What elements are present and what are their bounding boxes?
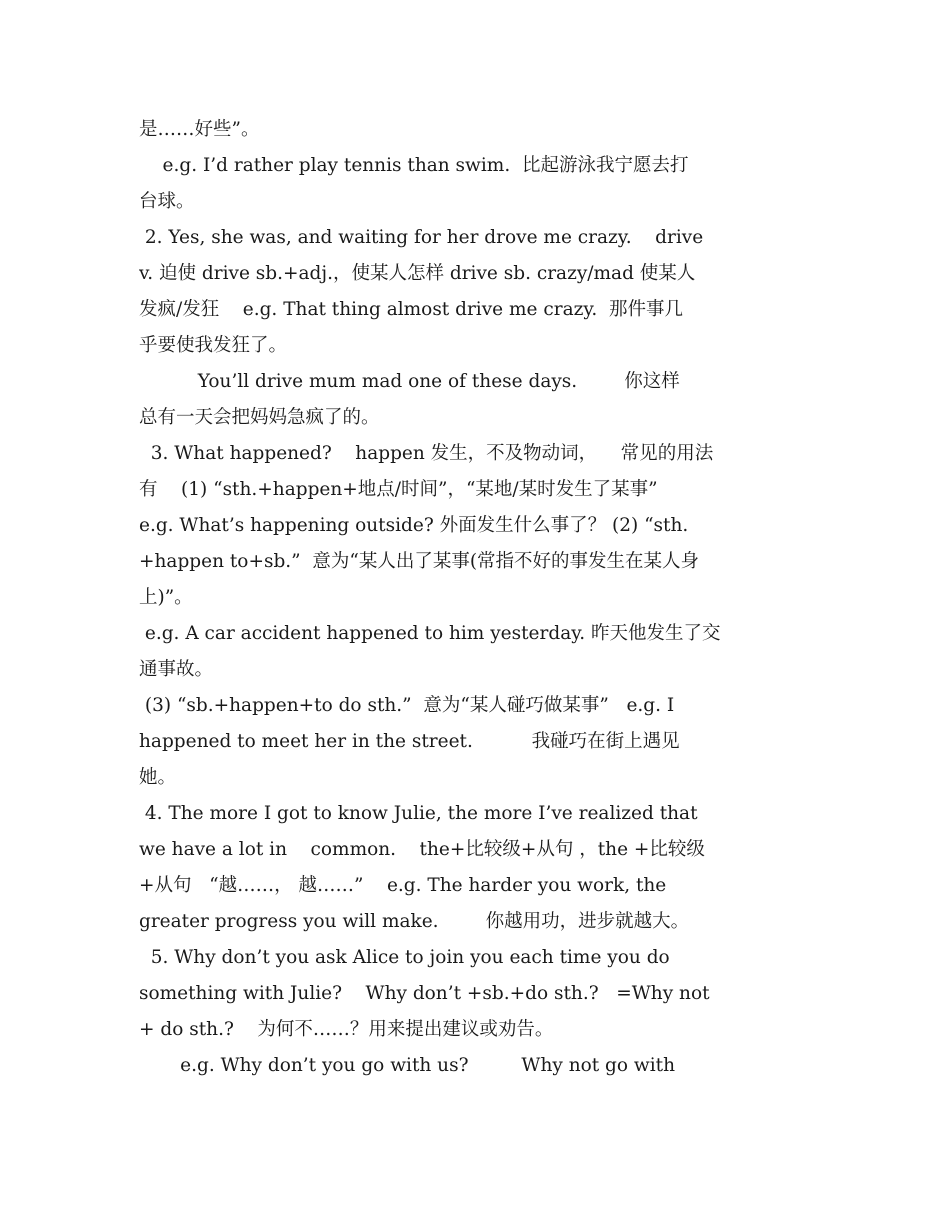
text-line: 总有一天会把妈妈急疯了的。 <box>139 407 380 428</box>
text-line: e.g. A car accident happened to him yesterday. 昨天他发生了交 <box>139 623 721 644</box>
text-line: happened to meet her in the street. 我碰巧在街上遇见 <box>139 731 680 752</box>
text-line: 上)”。 <box>139 587 193 608</box>
text-line: 3. What happened? happen 发生，不及物动词， 常见的用法 <box>139 443 714 464</box>
text-line: e.g. Why don’t you go with us? Why not go with <box>139 1055 676 1076</box>
text-line: You’ll drive mum mad one of these days. 你这样 <box>139 371 680 392</box>
text-line: 通事故。 <box>139 659 214 680</box>
text-line: 发疯/发狂 e.g. That thing almost drive me crazy. 那件事几 <box>139 299 683 320</box>
text-line: e.g. What’s happening outside? 外面发生什么事了？ (2) “sth. <box>139 515 689 536</box>
text-line: + do sth.? 为何不……？用来提出建议或劝告。 <box>139 1019 554 1040</box>
text-line: +happen to+sb.” 意为“某人出了某事(常指不好的事发生在某人身 <box>139 551 700 572</box>
text-line: 4. The more I got to know Julie, the more I’ve realized that <box>139 803 698 824</box>
text-line: +从句 “越……， 越……” e.g. The harder you work, the <box>139 875 667 896</box>
text-line: 有 (1) “sth.+happen+地点/时间”，“某地/某时发生了某事” <box>139 479 658 500</box>
text-line: (3) “sb.+happen+to do sth.” 意为“某人碰巧做某事” e.g. I <box>139 695 675 716</box>
text-line: greater progress you will make. 你越用功，进步就越大。 <box>139 911 690 932</box>
text-line: 台球。 <box>139 191 195 212</box>
text-line: 她。 <box>139 767 177 788</box>
text-line: something with Julie? Why don’t +sb.+do sth.? =Why not <box>139 983 710 1004</box>
text-line: e.g. I’d rather play tennis than swim. 比起游泳我宁愿去打 <box>139 155 689 176</box>
text-line: 乎要使我发狂了。 <box>139 335 288 356</box>
text-line: we have a lot in common. the+比较级+从句 ，the +比较级 <box>139 839 705 860</box>
document-page <box>139 112 812 1084</box>
text-line: 5. Why don’t you ask Alice to join you each time you do <box>139 947 670 968</box>
text-line: 是……好些”。 <box>139 119 260 140</box>
text-line: v. 迫使 drive sb.+adj.，使某人怎样 drive sb. crazy/mad 使某人 <box>139 263 696 284</box>
text-line: 2. Yes, she was, and waiting for her drove me crazy. drive <box>139 227 704 248</box>
